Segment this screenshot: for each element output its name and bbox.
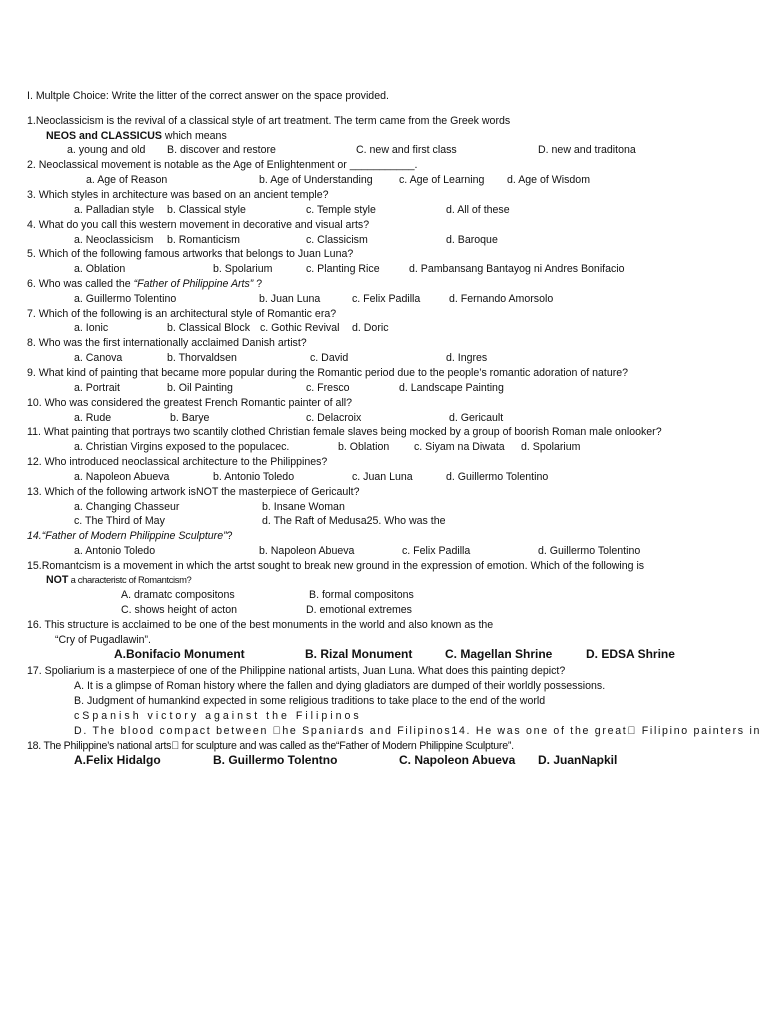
instructions: I. Multple Choice: Write the litter of the correct answer on the space provided. — [27, 90, 389, 102]
question-16: 16. This structure is acclaimed to be one of the best monuments in the world and also known as the — [27, 619, 494, 631]
question-4: 4. What do you call this western movement in decorative and visual arts? — [27, 219, 370, 231]
option: c. Juan Luna — [352, 471, 413, 483]
question-1: 1.Neoclassicism is the revival of a classical style of art treatment. The term came from the Greek words — [27, 115, 511, 127]
question-1-cont — [46, 129, 227, 143]
option: B. Judgment of humankind expected in some religious traditions to take place to the end of the world — [74, 695, 546, 707]
option: c. Temple style — [306, 204, 376, 216]
option: a. Age of Reason — [86, 174, 168, 186]
option: a. young and old — [67, 144, 146, 156]
question-15-cont — [46, 573, 191, 587]
question-15-tail: a characteristc of Romantcism? — [68, 574, 192, 585]
option: b. Juan Luna — [259, 293, 321, 305]
option: d. All of these — [446, 204, 510, 216]
question-2: 2. Neoclassical movement is notable as the Age of Enlightenment or ___________. — [27, 159, 418, 171]
question-6-quote: “Father of Philippine Arts” — [133, 278, 254, 290]
question-15: 15.Romantcism is a movement in which the artst sought to break new ground in the expression of emotion. Which of the following is — [27, 560, 645, 572]
option: c. Classicism — [306, 234, 368, 246]
option: B. discover and restore — [167, 144, 276, 156]
option: c. Felix Padilla — [352, 293, 421, 305]
question-11: 11. What painting that portrays two scantily clothed Christian female slaves being mocked by a group of boorish Roman male onlooker? — [27, 426, 662, 438]
option: D. EDSA Shrine — [586, 647, 675, 661]
option: d. Baroque — [446, 234, 498, 246]
option: b. Age of Understanding — [259, 174, 373, 186]
question-10: 10. Who was considered the greatest French Romantic painter of all? — [27, 397, 353, 409]
option: cSpanish victory against the Filipinos — [74, 710, 362, 722]
question-14 — [27, 529, 233, 543]
question-18: 18. The Philippine’s national arts  for sculpture and was called as the“Father of Modern Philippine Sculpture”. — [27, 740, 514, 752]
option: d. The Raft of Medusa25. Who was the — [262, 515, 446, 527]
option: b. Antonio Toledo — [213, 471, 295, 483]
option: d. Landscape Painting — [399, 382, 504, 394]
question-8: 8. Who was the first internationally acclaimed Danish artist? — [27, 337, 307, 349]
option: d. Age of Wisdom — [507, 174, 591, 186]
option: A. dramatc compositons — [121, 589, 235, 601]
option: a. Neoclassicism — [74, 234, 154, 246]
option: C. shows height of acton — [121, 604, 238, 616]
option: a. Palladian style — [74, 204, 155, 216]
option: A. It is a glimpse of Roman history where the fallen and dying gladiators are dumped of their worldly possessions. — [74, 680, 606, 692]
option: a. Antonio Toledo — [74, 545, 156, 557]
option: c. Siyam na Diwata — [414, 441, 505, 453]
question-9: 9. What kind of painting that became more popular during the Romantic period due to the people’s romantic adoration of nature? — [27, 367, 629, 379]
option: a. Canova — [74, 352, 123, 364]
option: c. David — [310, 352, 349, 364]
option: b. Oil Painting — [167, 382, 233, 394]
option: a. Portrait — [74, 382, 120, 394]
option: D. The blood compact between  he Spaniards and Filipinos14. He was one of the great  Filipino painters in — [74, 725, 762, 737]
question-6-end: ? — [253, 278, 263, 290]
option: d. Ingres — [446, 352, 488, 364]
option: d. Guillermo Tolentino — [538, 545, 641, 557]
question-6-text: 6. Who was called the — [27, 278, 134, 290]
option: b. Romanticism — [167, 234, 240, 246]
option: d. Pambansang Bantayog ni Andres Bonifacio — [409, 263, 625, 275]
option: b. Thorvaldsen — [167, 352, 237, 364]
option: c. Delacroix — [306, 412, 362, 424]
option: B. Guillermo Tolentno — [213, 753, 338, 767]
option: b. Barye — [170, 412, 210, 424]
option: a. Changing Chasseur — [74, 501, 180, 513]
option: c. Age of Learning — [399, 174, 485, 186]
option: c. Planting Rice — [306, 263, 380, 275]
option: d. Guillermo Tolentino — [446, 471, 549, 483]
question-16-cont: “Cry of Pugadlawin”. — [55, 634, 151, 646]
question-12: 12. Who introduced neoclassical architecture to the Philippines? — [27, 456, 328, 468]
option: a. Oblation — [74, 263, 126, 275]
option: b. Spolarium — [213, 263, 273, 275]
question-14-end: ? — [226, 530, 233, 542]
option: C. Napoleon Abueva — [399, 753, 516, 767]
question-7: 7. Which of the following is an architectural style of Romantic era? — [27, 308, 337, 320]
option: c. Gothic Revival — [260, 322, 340, 334]
question-13: 13. Which of the following artwork isNOT the masterpiece of Gericault? — [27, 486, 360, 498]
option: A.Felix Hidalgo — [74, 753, 161, 767]
option: a. Christian Virgins exposed to the populacec. — [74, 441, 290, 453]
option: b. Insane Woman — [262, 501, 345, 513]
option: a. Rude — [74, 412, 112, 424]
option: A.Bonifacio Monument — [114, 647, 245, 661]
greek-terms: NEOS and CLASSICUS — [46, 130, 162, 142]
option: d. Gericault — [449, 412, 504, 424]
question-1-tail: which means — [161, 130, 227, 142]
option: b. Classical style — [167, 204, 246, 216]
option: a. Guillermo Tolentino — [74, 293, 177, 305]
option: b. Oblation — [338, 441, 390, 453]
option: d. Doric — [352, 322, 389, 334]
option: d. Spolarium — [521, 441, 581, 453]
question-6 — [27, 277, 262, 291]
option: D. JuanNapkil — [538, 753, 618, 767]
option: B. formal compositons — [309, 589, 414, 601]
question-5: 5. Which of the following famous artworks that belongs to Juan Luna? — [27, 248, 354, 260]
not-emphasis: NOT — [46, 574, 69, 586]
option: a. Napoleon Abueva — [74, 471, 170, 483]
question-17: 17. Spoliarium is a masterpiece of one of the Philippine national artists, Juan Luna. What does this painting depict? — [27, 665, 566, 677]
option: D. emotional extremes — [306, 604, 412, 616]
option: c. The Third of May — [74, 515, 165, 527]
option: B. Rizal Monument — [305, 647, 413, 661]
option: C. Magellan Shrine — [445, 647, 553, 661]
option: d. Fernando Amorsolo — [449, 293, 554, 305]
option: c. Fresco — [306, 382, 350, 394]
option: C. new and first class — [356, 144, 457, 156]
option: D. new and traditona — [538, 144, 636, 156]
option: b. Classical Block — [167, 322, 251, 334]
option: b. Napoleon Abueva — [259, 545, 355, 557]
question-14-quote: 14.“Father of Modern Philippine Sculpture” — [27, 530, 227, 542]
option: c. Felix Padilla — [402, 545, 471, 557]
question-3: 3. Which styles in architecture was based on an ancient temple? — [27, 189, 329, 201]
option: a. Ionic — [74, 322, 109, 334]
